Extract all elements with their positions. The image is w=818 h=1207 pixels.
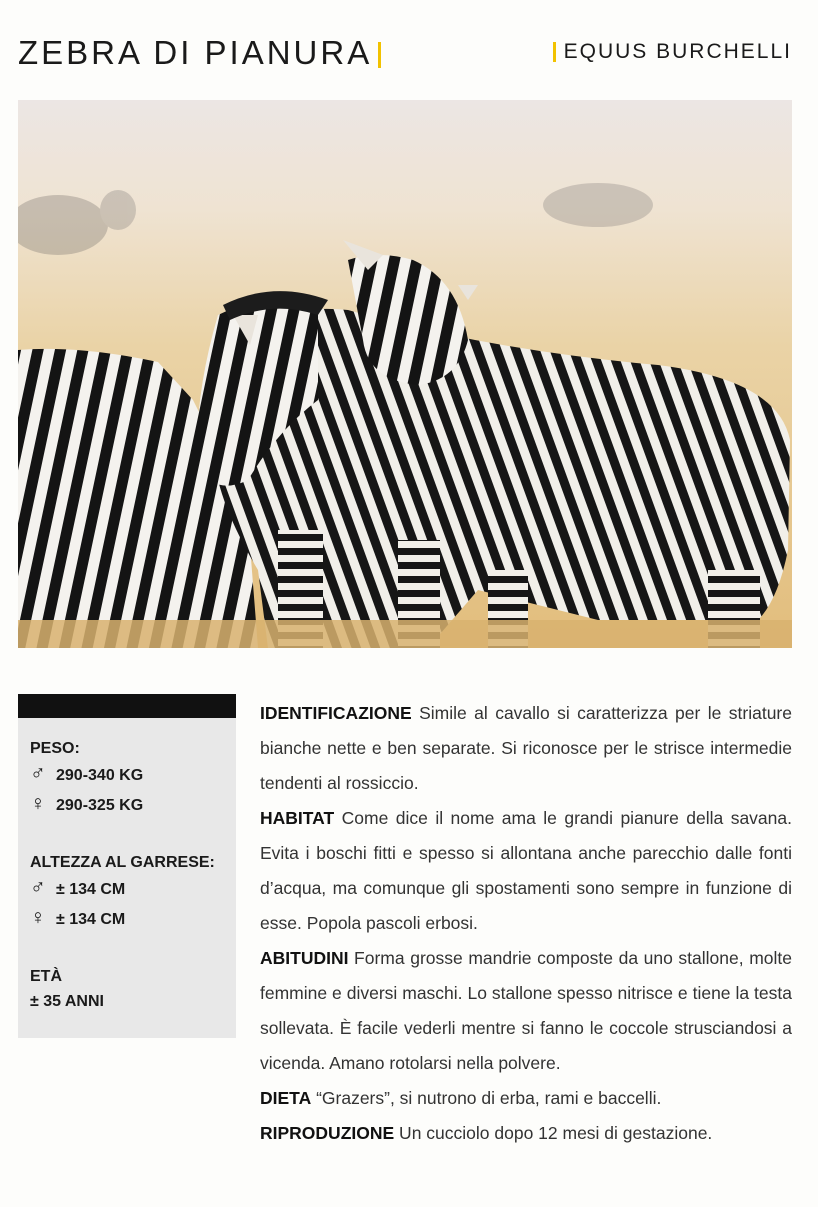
section-body: Forma grosse mandrie composte da uno stallone, molte femmine e diversi maschi. Lo stallone spesso nitrisce e tiene la testa sollevata. È facile vederli mentre si fanno le coccole strusciandosi a vicenda. Amano rotolarsi nella polvere. bbox=[260, 948, 792, 1073]
stat-height-label: ALTEZZA AL GARRESE: bbox=[30, 854, 215, 871]
page-title bbox=[18, 34, 387, 72]
section-body: “Grazers”, si nutrono di erba, rami e baccelli. bbox=[311, 1088, 662, 1108]
section-heading: RIPRODUZIONE bbox=[260, 1123, 395, 1143]
female-icon: ♀ bbox=[30, 906, 46, 929]
stat-age-label: ETÀ bbox=[30, 968, 62, 985]
stat-age bbox=[18, 966, 236, 1016]
section-habits bbox=[260, 941, 792, 1081]
title-accent-bar bbox=[378, 42, 381, 68]
stat-weight-female-value: 290-325 KG bbox=[56, 797, 144, 814]
section-heading: ABITUDINI bbox=[260, 948, 349, 968]
section-body: Simile al cavallo si caratterizza per le striature bianche nette e ben separate. Si riconosce per le strisce intermedie tendenti al rossiccio. bbox=[260, 703, 792, 793]
stats-sidebar bbox=[18, 694, 236, 1038]
section-diet bbox=[260, 1081, 792, 1116]
stat-height-male bbox=[30, 874, 224, 904]
description-text bbox=[260, 696, 792, 1151]
sci-accent-bar bbox=[553, 42, 556, 62]
scientific-name: EQUUS BURCHELLI bbox=[563, 40, 792, 63]
section-body: Un cucciolo dopo 12 mesi di gestazione. bbox=[394, 1123, 713, 1143]
zebra-photo bbox=[18, 100, 792, 648]
stat-height-female-value: ± 134 CM bbox=[56, 911, 126, 928]
stat-weight bbox=[18, 738, 236, 820]
stat-height-male-value: ± 134 CM bbox=[56, 881, 126, 898]
female-icon: ♀ bbox=[30, 792, 46, 815]
zebra-photo-icon bbox=[18, 100, 792, 648]
section-reproduction bbox=[260, 1116, 792, 1151]
section-identification bbox=[260, 696, 792, 801]
section-heading: DIETA bbox=[260, 1088, 312, 1108]
section-habitat bbox=[260, 801, 792, 941]
stat-height-female bbox=[30, 904, 224, 934]
common-name: ZEBRA DI PIANURA bbox=[18, 34, 373, 71]
sidebar-header-bar bbox=[18, 694, 236, 718]
stat-weight-male-value: 290-340 KG bbox=[56, 767, 144, 784]
stat-weight-male bbox=[30, 760, 224, 790]
stat-weight-female bbox=[30, 790, 224, 820]
section-body: Come dice il nome ama le grandi pianure della savana. Evita i boschi fitti e spesso si allontana anche parecchio dalle fonti d’acqua, ma comunque gli spostamenti sono sempre in funzione di esse. Popola pascoli erbosi. bbox=[260, 808, 792, 933]
stat-age-value: ± 35 ANNI bbox=[30, 993, 104, 1010]
stat-height bbox=[18, 852, 236, 934]
section-heading: IDENTIFICAZIONE bbox=[260, 703, 412, 723]
male-icon: ♂ bbox=[30, 876, 46, 899]
scientific-name-block bbox=[547, 40, 792, 64]
section-heading: HABITAT bbox=[260, 808, 335, 828]
male-icon: ♂ bbox=[30, 762, 46, 785]
stat-weight-label: PESO: bbox=[30, 740, 80, 757]
